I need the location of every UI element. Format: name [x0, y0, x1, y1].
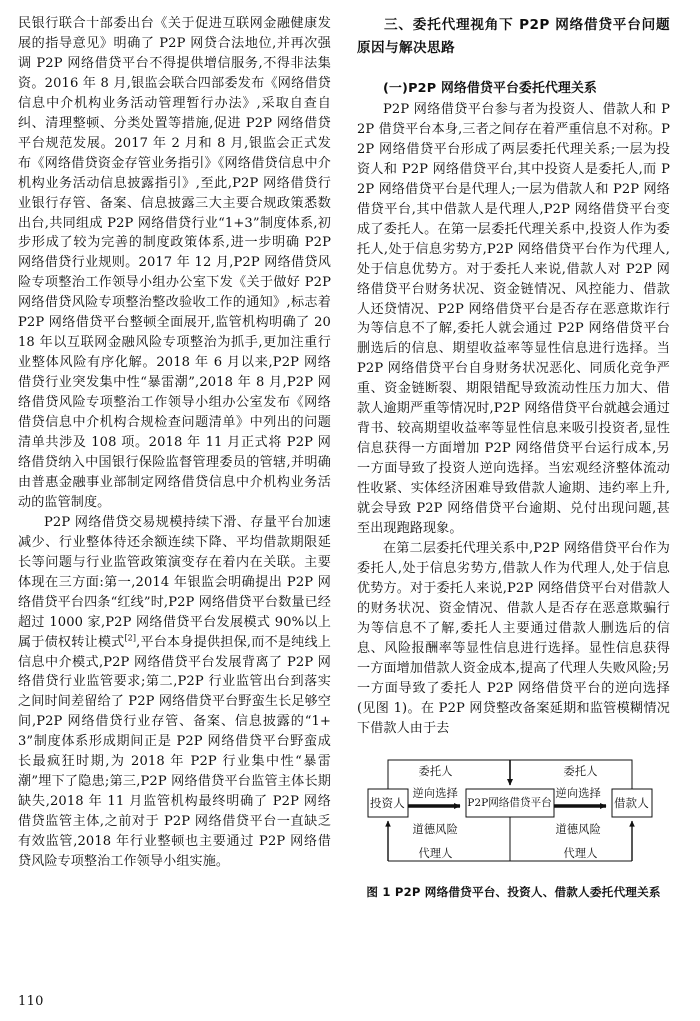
right-text-column — [357, 14, 670, 974]
two-column-layout — [18, 14, 684, 974]
section-heading: 三、委托代理视角下 P2P 网络借贷平台问题原因与解决思路 — [357, 17, 670, 56]
heading-spacer — [357, 60, 670, 79]
diagram-label-right-principal: 委托人 — [563, 764, 598, 778]
diagram-node-borrower: 借款人 — [613, 795, 650, 810]
paragraph-policy-history: 民银行联合十部委出台《关于促进互联网金融健康发展的指导意见》明确了 P2P 网贷合法地位,并再次强调 P2P 网络借贷平台不得提供增信服务,不得非法集资。2016 年 8 月,银监会联合四部委发布《网络借贷信息中介机构业务活动管理暂行办法》,采取自查自纠、清理整顿、分类处置等措施,促进 P2P 网络借贷平台规范发展。2017 年 2 月和 8 月,银监会正式发布《网络借贷资金存管业务指引》《网络借贷信息中介机构业务活动信息披露指引》,至此,P2P 网络借贷行业银行存管、备案、信息披露三大主要合规政策悉数出台,共同组成 P2P 网络借贷行业“1+3”制度体系,初步形成了较为完善的制度政策体系,进一步明确 P2P 网络借贷行业规则。2017 年 12 月,P2P 网络借贷风险专项整治工作领导小组办公室下发《关于做好 P2P 网络借贷风险专项整治整改验收工作的通知》,标志着 P2P 网络借贷平台整顿全面展开,监管机构明确了 2018 年以互联网金融风险专项整治为抓手,更加注重行业整体风险有序化解。2018 年 6 月以来,P2P 网络借贷行业突发集中性“暴雷潮”,2018 年 8 月,P2P 网络借贷风险专项整治工作领导小组办公室发布《网络借贷信息中介机构合规检查问题清单》中列出的问题清单共涉及 108 项。2018 年 11 月正式将 P2P 网络借贷纳入中国银行保险监督管理委员的管辖,并明确由普惠金融事业部制定网络借贷信息中介机构业务活动的监管制度。 — [18, 16, 331, 510]
paragraph-industry-trends — [18, 513, 331, 872]
diagram-label-left-adverse-selection: 逆向选择 — [412, 786, 459, 800]
diagram-label-right-adverse-selection: 逆向选择 — [555, 786, 602, 800]
diagram-label-right-agent: 代理人 — [563, 846, 598, 860]
paragraph-second-agency-layer: 在第二层委托代理关系中,P2P 网络借贷平台作为委托人,处于信息劣势方,借款人作为代理人,处于信息优势方。对于委托人来说,P2P 网络借贷平台对借款人的财务状况、资金情况、借款人是否存在恶意欺骗行为等信息不了解,委托人主要通过借款人删选后的信息、风险报酬率等显性信息进行选择。显性信息获得一方面增加借款人资金成本,提高了代理人失败风险;另一方面导致了委托人 P2P 网络借贷平台的逆向选择(见图 1)。在 P2P 网贷整改备案延期和监管模糊情况下借款人由于去 — [357, 540, 670, 736]
diagram-node-platform: P2P网络借贷平台 — [467, 797, 552, 809]
citation-reference-marker: [2] — [124, 633, 137, 643]
diagram-label-right-moral-hazard: 道德风险 — [555, 822, 602, 836]
left-text-column — [18, 14, 331, 974]
subsection-heading: (一)P2P 网络借贷平台委托代理关系 — [383, 81, 597, 96]
diagram-node-investor: 投资人 — [369, 795, 406, 810]
diagram-label-left-moral-hazard: 道德风险 — [412, 822, 459, 836]
paragraph-text-after-reference: ,平台本身提供担保,而不是纯线上信息中介模式,P2P 网络借贷平台发展背离了 P2P 网络借贷行业监管要求;第二,P2P 行业监管出台到落实之间时间差留给了 P2P 网络借贷平台野蛮生长足够空间,P2P 网络借贷行业存管、备案、信息披露的“1+3”制度体系形成期间正是 P2P 网络借贷平台野蛮成长最疯狂时期,为 2018 年 P2P 行业集中性“暴雷潮”埋下了隐患;第三,P2P 网络借贷平台监管主体长期缺失,2018 年 11 月监管机构最终明确了 P2P 网络借贷监管主体,之前对于 P2P 网络借贷平台一直缺乏有效监管,2018 年行业整顿也主要通过 P2P 网络借贷风险专项整治工作领导小组实施。 — [18, 634, 331, 870]
paragraph-text-before-reference: P2P 网络借贷交易规模持续下滑、存量平台加速减少、行业整体待还余额连续下降、平均借款期限延长等问题与行业监管政策演变存在着内在关联。主要体现在三方面:第一,2014 年银监会明确提出 P2P 网络借贷平台四条“红线”时,P2P 网络借贷平台数量已经超过 1000 家,P2P 网络借贷平台发展模式 90%以上属于债权转让模式 — [18, 514, 331, 650]
figure-block — [357, 749, 670, 900]
paragraph-first-agency-layer: P2P 网络借贷平台参与者为投资人、借款人和 P2P 借贷平台本身,三者之间存在着严重信息不对称。P2P 网络借贷平台形成了两层委托代理关系;一层为投资人和 P2P 网络借贷平台,其中投资人是委托人,而 P2P 网络借贷平台是代理人;一层为借款人和 P2P 网络借贷平台,其中借款人是代理人,P2P 网络借贷平台变成了委托人。在第一层委托代理关系中,投资人作为委托人,处于信息劣势方,P2P 网络借贷平台作为代理人,处于信息优势方。对于委托人来说,借款人对 P2P 网络借贷平台财务状况、资金链情况、风控能力、借款人还贷情况、P2P 网络借贷平台是否存在恶意欺诈行为等信息不了解,委托人就会通过 P2P 网络借贷平台删选后的信息、期望收益率等显性信息进行选择。当 P2P 网络借贷平台自身财务状况恶化、同质化竞争严重、资金链断裂、期限错配导致流动性压力加大、借款人逾期严重等情况时,P2P 网络借贷平台就越会通过背书、较高期望收益率等显性信息来吸引投资者,显性信息获得一方面增加 P2P 网络借贷平台运行成本,另一方面导致了投资人逆向选择。当宏观经济整体流动性收紧、实体经济困难导致借款人逾期、违约率上升,就会导致 P2P 网络借贷平台逾期、兑付出现问题,甚至出现跑路现象。 — [357, 102, 670, 537]
diagram-label-left-agent: 代理人 — [418, 846, 453, 860]
page-number: 110 — [18, 994, 44, 1009]
figure-caption: 图 1 P2P 网络借贷平台、投资人、借款人委托代理关系 — [366, 884, 661, 899]
agency-relationship-diagram — [364, 749, 664, 871]
diagram-label-left-principal: 委托人 — [418, 764, 453, 778]
